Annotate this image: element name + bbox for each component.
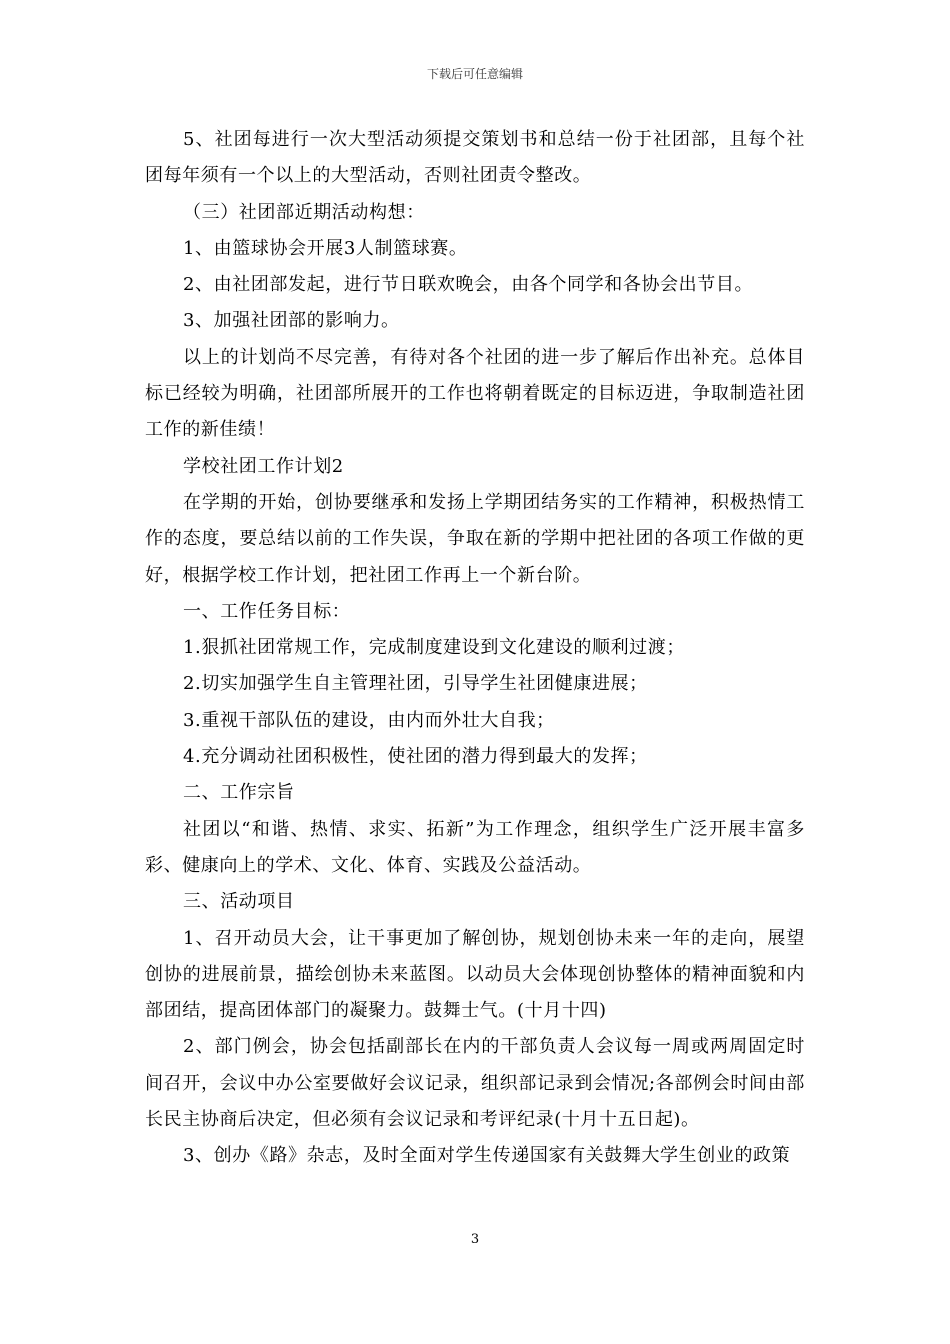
list-item: 2、由社团部发起，进行节日联欢晚会，由各个同学和各协会出节目。 [183, 274, 754, 296]
list-item: 3、创办《路》杂志，及时全面对学生传递国家有关鼓舞大学生创业的政策 [183, 1145, 791, 1167]
list-item: 4.充分调动社团积极性，使社团的潜力得到最大的发挥； [183, 746, 648, 768]
section-heading: 三、活动项目 [183, 891, 295, 913]
paragraph: 以上的计划尚不尽完善，有待对各个社团的进一步了解后作出补充。总体目标已经较为明确，社团部所展开的工作也将朝着既定的目标迈进，争取制造社团工作的新佳绩！ [145, 346, 805, 441]
list-item: 1、由篮球协会开展3人制篮球赛。 [183, 237, 468, 259]
paragraph: 社团以“和谐、热情、求实、拓新”为工作理念，组织学生广泛开展丰富多彩、健康向上的学术、文化、体育、实践及公益活动。 [145, 818, 805, 876]
list-item: 2.切实加强学生自主管理社团，引导学生社团健康进展； [183, 673, 648, 695]
document-body [145, 122, 805, 1175]
page-number: 3 [470, 1232, 480, 1247]
list-item: 1、召开动员大会，让干事更加了解创协，规划创协未来一年的走向，展望创协的进展前景，描绘创协未来蓝图。以动员大会体现创协整体的精神面貌和内部团结，提高团体部门的凝聚力。鼓舞士气。(十月十四) [145, 927, 805, 1022]
list-item: 2、部门例会，协会包括副部长在内的干部负责人会议每一周或两周固定时间召开，会议中办公室要做好会议记录，组织部记录到会情况;各部例会时间由部长民主协商后决定，但必须有会议记录和考评纪录(十月十五日起)。 [145, 1036, 805, 1131]
list-item: 1.狠抓社团常规工作，完成制度建设到文化建设的顺利过渡； [183, 637, 685, 659]
paragraph: 在学期的开始，创协要继承和发扬上学期团结务实的工作精神，积极热情工作的态度，要总结以前的工作失误，争取在新的学期中把社团的各项工作做的更好，根据学校工作计划，把社团工作再上一个新台阶。 [145, 491, 805, 586]
section-heading: 一、工作任务目标： [183, 600, 351, 622]
list-item: 3、加强社团部的影响力。 [183, 310, 400, 332]
section-heading: 二、工作宗旨 [183, 782, 295, 804]
document-title: 学校社团工作计划2 [183, 455, 344, 477]
list-item: 3.重视干部队伍的建设，由内而外壮大自我； [183, 709, 555, 731]
section-heading: （三）社团部近期活动构想： [183, 201, 425, 223]
paragraph: 5、社团每进行一次大型活动须提交策划书和总结一份于社团部，且每个社团每年须有一个以上的大型活动，否则社团责令整改。 [145, 129, 805, 187]
page-header-note: 下载后可任意编辑 [426, 67, 523, 81]
